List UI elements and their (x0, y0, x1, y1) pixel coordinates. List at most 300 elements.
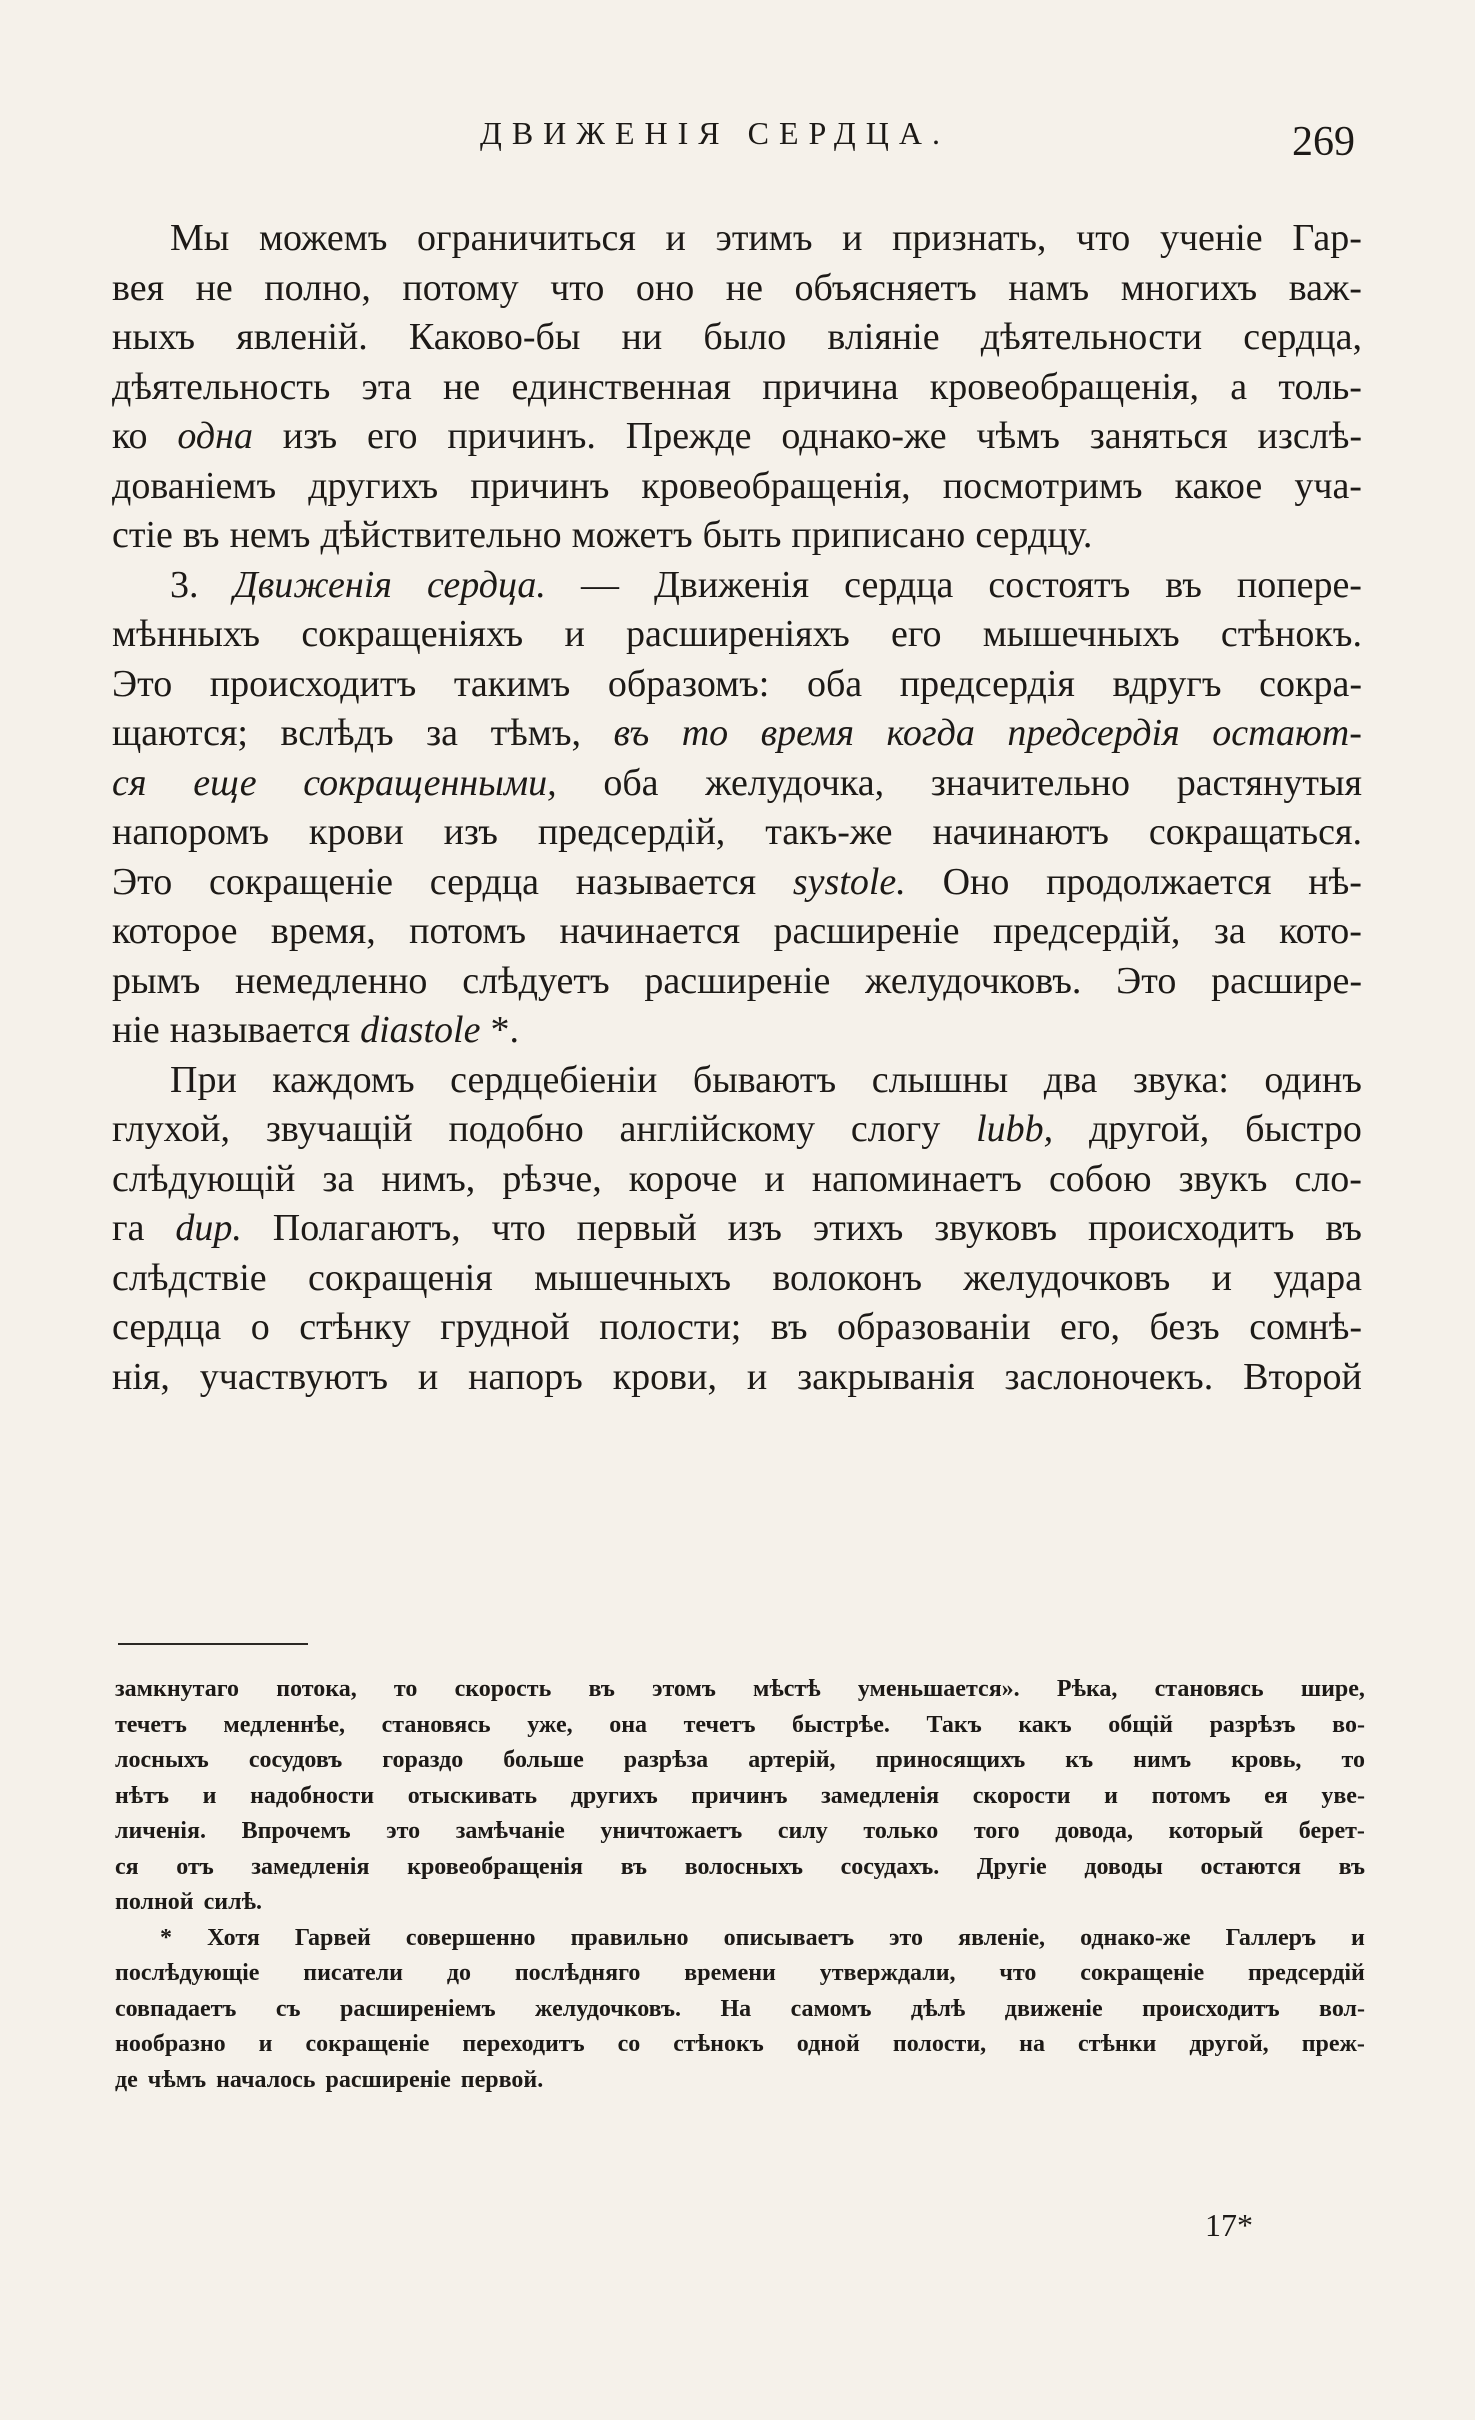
word: артерій, (748, 1747, 836, 1773)
italic-word: то (681, 712, 729, 754)
word: шире, (1300, 1676, 1365, 1702)
word: немъ (229, 514, 311, 556)
word: сокращаться. (1148, 811, 1362, 853)
word: лосныхъ (115, 1747, 209, 1773)
footnote-line (115, 1747, 1365, 1783)
word: Впрочемъ (241, 1818, 351, 1844)
word: другой, (1189, 2031, 1269, 2057)
word: это (889, 1924, 923, 1951)
word: мышечныхъ (534, 1256, 732, 1299)
word: какое (1174, 464, 1263, 507)
word: замедленія (821, 1782, 940, 1809)
word: не (195, 266, 233, 309)
word: послѣдующіе (115, 1960, 260, 1986)
word: расширеніе (773, 910, 960, 952)
word: сердца (112, 1306, 222, 1348)
word: желудочковъ. (865, 959, 1082, 1002)
body-line (112, 266, 1362, 316)
word: га (112, 1207, 145, 1249)
running-head: ДВИЖЕНІЯ СЕРДЦА. (480, 115, 950, 151)
word: нія, (112, 1355, 170, 1398)
word: довода, (1055, 1818, 1133, 1844)
word: слѣдующій (112, 1157, 296, 1200)
body-line (112, 1157, 1362, 1207)
word: стіе (112, 514, 173, 556)
footnotes (115, 1676, 1365, 2102)
body-line (112, 810, 1362, 860)
word: Гарвей (294, 1924, 371, 1951)
footnote-rule (118, 1643, 308, 1645)
word: и (1104, 1782, 1118, 1809)
word: многихъ (1120, 266, 1258, 309)
word: происходитъ (1142, 1995, 1280, 2022)
body-line (112, 315, 1362, 365)
word: попере- (1236, 563, 1362, 606)
word: только (863, 1818, 939, 1844)
word: утверждали, (819, 1960, 956, 1986)
word: дованіемъ (112, 464, 277, 507)
word: и (842, 217, 863, 259)
word: уже, (527, 1711, 573, 1738)
word: сердцу. (975, 514, 1093, 556)
word: то (1341, 1747, 1365, 1773)
footnote-line (115, 1960, 1365, 1996)
word: заняться (1089, 415, 1228, 457)
word: приносящихъ (875, 1747, 1026, 1773)
signature-mark: 17* (1205, 2207, 1253, 2243)
word: съ (275, 1995, 301, 2022)
word: надобности (250, 1782, 375, 1809)
word: доводы (1084, 1853, 1163, 1880)
word: становясь (1154, 1676, 1264, 1702)
word: расширеніе (325, 2066, 451, 2093)
word: Рѣка, (1056, 1676, 1118, 1702)
word: щаются; (112, 712, 248, 754)
word: сокращеніе (208, 860, 394, 903)
word: силѣ. (203, 1889, 262, 1915)
italic-word: ся (112, 761, 147, 804)
body-line (112, 909, 1362, 959)
word: крови, (612, 1355, 717, 1398)
word: уничтожаетъ (600, 1818, 743, 1844)
word: общій (1108, 1711, 1173, 1738)
body-line (112, 563, 1362, 613)
word: Гар- (1292, 217, 1362, 259)
word: замкнутаго (115, 1676, 240, 1702)
word: кото- (1279, 910, 1362, 952)
word: дѣлѣ (910, 1995, 966, 2022)
word: быть (702, 514, 782, 556)
body-line (112, 711, 1362, 761)
word: и (1351, 1924, 1365, 1951)
word: участвуютъ (199, 1355, 389, 1398)
word: слышны (871, 1058, 1009, 1101)
word: становясь (381, 1711, 491, 1738)
word: въ (1165, 563, 1202, 606)
word: разрѣза (623, 1747, 709, 1773)
word: въ (1338, 1853, 1365, 1880)
word: можетъ (571, 514, 693, 556)
body-line (112, 513, 1362, 563)
word: ни (621, 316, 663, 358)
italic-word: diastole (360, 1009, 481, 1051)
word: которое (112, 910, 238, 952)
word: сосудовъ (248, 1747, 343, 1773)
word: нимъ (1133, 1747, 1192, 1773)
word: что (1076, 217, 1131, 259)
word: течетъ (683, 1711, 756, 1738)
word: замѣчаніе (455, 1818, 565, 1844)
word: безъ (1149, 1306, 1220, 1348)
word: и (258, 2031, 273, 2057)
body-line (112, 1058, 1362, 1108)
word: желудочковъ. (535, 1995, 682, 2022)
word: немедленно (234, 959, 428, 1002)
footnote-line (115, 1996, 1365, 2032)
italic-word: сердца. (427, 563, 546, 606)
word: ныхъ (112, 316, 196, 358)
word: этихъ (812, 1207, 904, 1249)
word: уменьшается». (857, 1676, 1020, 1702)
word: рымъ (112, 959, 201, 1002)
word: движеніе (1004, 1995, 1103, 2022)
body-line (112, 1107, 1362, 1157)
word: въ (182, 514, 220, 556)
word: мышечныхъ (982, 613, 1180, 655)
word: грудной (440, 1306, 570, 1348)
body-line (112, 1206, 1362, 1256)
word: крови (308, 811, 404, 853)
word: звукъ (1178, 1157, 1268, 1200)
word: нѣ- (1308, 860, 1362, 903)
word: предсердій, (537, 811, 726, 853)
word: одной (796, 2031, 860, 2057)
word: и (665, 217, 686, 259)
word: стѣнокъ. (1220, 613, 1362, 655)
body-line (112, 1008, 1362, 1058)
word: желудочка, (705, 761, 885, 804)
word: бываютъ (692, 1058, 837, 1101)
word: кровь, (1231, 1747, 1302, 1773)
word: Это (112, 662, 173, 705)
word: кровеобращенія, (929, 365, 1200, 408)
word: нимъ, (381, 1157, 476, 1200)
word: рѣзче, (502, 1157, 602, 1200)
word: преж- (1301, 2031, 1365, 2057)
word: его (366, 415, 418, 457)
word: другихъ (308, 464, 439, 507)
footnote-line (115, 1889, 1365, 1925)
word: берет- (1298, 1818, 1365, 1844)
word: больше (503, 1747, 584, 1773)
word: приписано (791, 514, 966, 556)
footnote-line (115, 1676, 1365, 1712)
word: два (1043, 1058, 1098, 1101)
word: Прежде (625, 415, 752, 457)
word: англійскому (619, 1108, 815, 1150)
word: расширеніемъ (339, 1995, 496, 2022)
word: что (550, 266, 605, 309)
word: Каково-бы (408, 316, 581, 358)
word: * (160, 1924, 172, 1951)
word: Галлеръ (1225, 1924, 1316, 1951)
word: до (446, 1960, 471, 1986)
word: сердца (844, 563, 954, 606)
italic-word: systole. (792, 860, 906, 903)
word: заслоночекъ. (1004, 1355, 1214, 1398)
word: уча- (1294, 464, 1362, 507)
word: скорость (454, 1676, 552, 1702)
word: и (1211, 1256, 1232, 1299)
word: кровеобращенія, (641, 464, 911, 507)
word: потомъ (409, 910, 527, 952)
word: этимъ (715, 217, 813, 259)
word: изъ (282, 415, 338, 457)
word: Мы (170, 217, 230, 259)
word: единственная (511, 365, 731, 408)
word: вол- (1319, 1995, 1365, 2022)
word: ся (115, 1853, 139, 1880)
word: Хотя (207, 1924, 260, 1951)
word: вслѣдъ (280, 712, 394, 754)
word: начинаютъ (932, 811, 1109, 853)
word: полости; (599, 1306, 742, 1348)
body-line (112, 662, 1362, 712)
word: въ (770, 1306, 808, 1348)
word: къ (1065, 1747, 1094, 1773)
body-line (112, 1305, 1362, 1355)
word: со (617, 2031, 641, 2057)
italic-word: еще (193, 761, 257, 804)
word: объясняетъ (794, 266, 977, 309)
word: начинается (559, 910, 741, 952)
word: 3. (170, 563, 199, 606)
word: полно, (264, 266, 371, 309)
italic-word: предсердія (1007, 712, 1180, 754)
word: остаются (1200, 1853, 1301, 1880)
footnote-line (115, 1783, 1365, 1819)
word: каждомъ (272, 1058, 415, 1101)
word: предсердія (899, 662, 1075, 705)
word: происходитъ (209, 662, 417, 705)
word: ніе (112, 1009, 160, 1051)
word: а (1230, 365, 1248, 408)
word: ко (112, 415, 148, 457)
italic-word: lubb, (976, 1108, 1054, 1150)
word: въ (620, 1853, 648, 1880)
word: потомъ (1151, 1782, 1231, 1809)
word: предсердій, (992, 910, 1181, 952)
word: потока, (276, 1676, 357, 1702)
word: который (1168, 1818, 1264, 1844)
word: чѣмъ (147, 2066, 207, 2093)
word: волоконъ (772, 1256, 923, 1299)
word: разрѣзъ (1209, 1711, 1296, 1738)
word: ограничиться (417, 217, 636, 259)
word: во- (1332, 1711, 1365, 1738)
word: за (426, 712, 459, 754)
word: самомъ (790, 1995, 872, 2022)
word: удара (1273, 1256, 1362, 1299)
word: и (764, 1157, 785, 1200)
word: за (1213, 910, 1246, 952)
italic-word: когда (886, 712, 975, 754)
word: совпадаетъ (115, 1995, 237, 2022)
word: звука: (1132, 1058, 1229, 1101)
footnote-line (115, 1854, 1365, 1890)
word: въ (1325, 1207, 1362, 1249)
word: толь- (1278, 365, 1362, 408)
word: ученіе (1159, 217, 1263, 259)
word: Это (112, 860, 173, 903)
word: причинъ (470, 464, 610, 507)
word: глухой, (112, 1108, 231, 1150)
word: Второй (1243, 1355, 1362, 1398)
word: признать, (892, 217, 1047, 259)
word: первой. (460, 2066, 544, 2093)
word: Оно (942, 860, 1010, 903)
word: писатели (303, 1960, 403, 1986)
word: чѣмъ (976, 415, 1060, 457)
word: кровеобращенія (407, 1853, 584, 1880)
word: вліяніе (827, 316, 940, 358)
word: изъ (727, 1207, 782, 1249)
word: не (443, 365, 481, 408)
footnote-line (115, 1818, 1365, 1854)
word: послѣдняго (514, 1960, 641, 1986)
italic-word: сокращенными, (303, 761, 557, 804)
word: стѣнки (1078, 2031, 1157, 2057)
word: это (386, 1818, 421, 1844)
word: потому (402, 266, 519, 309)
word: изслѣ- (1257, 415, 1362, 457)
word: дѣятельность (112, 365, 331, 408)
word: что (491, 1207, 546, 1249)
word: течетъ (115, 1711, 187, 1738)
word: то (393, 1676, 418, 1702)
word: правильно (570, 1924, 689, 1951)
word: образомъ: (607, 662, 770, 705)
word: оно (635, 266, 695, 309)
word: сердца (429, 860, 540, 903)
body-line (112, 761, 1362, 811)
word: важ- (1288, 266, 1362, 309)
word: однако-же (781, 415, 947, 457)
page-number: 269 (1292, 119, 1355, 165)
word: одинъ (1264, 1058, 1362, 1101)
word: называется (169, 1009, 351, 1051)
word: совершенно (405, 1924, 536, 1951)
italic-word: въ (613, 712, 650, 754)
word: нообразно (115, 2031, 226, 2057)
word: причина (762, 365, 899, 408)
word: полости, (892, 2031, 987, 2057)
word: сокращеніяхъ (301, 613, 524, 655)
word: явленіе, (958, 1924, 1045, 1951)
word: причинъ. (447, 415, 596, 457)
word: времени (684, 1960, 776, 1986)
body-line (112, 365, 1362, 415)
word: сокращеніе (1080, 1960, 1205, 1986)
word: силу (777, 1818, 828, 1844)
word: такимъ (453, 662, 571, 705)
word: мѣстѣ (753, 1676, 821, 1702)
word: посмотримъ (942, 464, 1143, 507)
word: сло- (1294, 1157, 1362, 1200)
word: и (746, 1355, 768, 1398)
word: волосныхъ (684, 1853, 803, 1880)
word: дѣйствительно (320, 514, 562, 556)
word: быстрѣе. (792, 1711, 890, 1738)
word: того (973, 1818, 1020, 1844)
word: другой, (1088, 1108, 1210, 1150)
word: образованіи (837, 1306, 1031, 1348)
word: значительно (930, 761, 1131, 804)
word: было (703, 316, 787, 358)
word: сердца, (1243, 316, 1362, 358)
word: отыскивать (407, 1782, 538, 1809)
word: такъ-же (765, 811, 893, 853)
word: оба (603, 761, 659, 804)
word: что (999, 1960, 1037, 1986)
footnote-line (115, 1925, 1365, 1961)
word: эта (361, 365, 412, 408)
word: расширеніяхъ (626, 613, 850, 655)
word: Движенія (653, 563, 810, 606)
word: замедленія (251, 1853, 370, 1880)
word: ея (1264, 1782, 1288, 1809)
word: сокращеніе (305, 2031, 430, 2057)
word: причинъ (691, 1782, 788, 1809)
word: происходитъ (1087, 1207, 1295, 1249)
word: и (202, 1782, 217, 1809)
footnote-line (115, 2067, 1365, 2103)
word: вея (112, 266, 165, 309)
word: *. (490, 1009, 519, 1051)
word: Полагаютъ, (272, 1207, 461, 1249)
word: она (609, 1711, 648, 1738)
word: сосудахъ. (840, 1853, 940, 1880)
body-line (112, 464, 1362, 514)
word: дѣятельности (980, 316, 1203, 358)
word: слогу (850, 1108, 941, 1150)
word: на (1019, 2031, 1045, 2057)
word: короче (628, 1157, 738, 1200)
word: подобно (448, 1108, 584, 1150)
word: собою (1048, 1157, 1152, 1200)
word: гораздо (382, 1747, 464, 1773)
word: сокращенія (308, 1256, 493, 1299)
word: началось (216, 2066, 316, 2093)
word: первый (576, 1207, 697, 1249)
word: личенія. (115, 1818, 206, 1844)
word: его, (1060, 1306, 1121, 1348)
italic-word: dup. (175, 1207, 242, 1249)
word: расшире- (1211, 959, 1362, 1002)
word: растянутыя (1176, 761, 1362, 804)
word: въ (588, 1676, 615, 1702)
word: за (322, 1157, 355, 1200)
footnote-line (115, 2031, 1365, 2067)
word: время, (270, 910, 376, 952)
word: оба (806, 662, 863, 705)
word: отъ (176, 1853, 214, 1880)
word: уве- (1321, 1782, 1365, 1809)
word: быстро (1245, 1108, 1362, 1150)
italic-word: одна (177, 415, 253, 457)
word: называется (575, 860, 757, 903)
word: однако-же (1080, 1924, 1191, 1951)
